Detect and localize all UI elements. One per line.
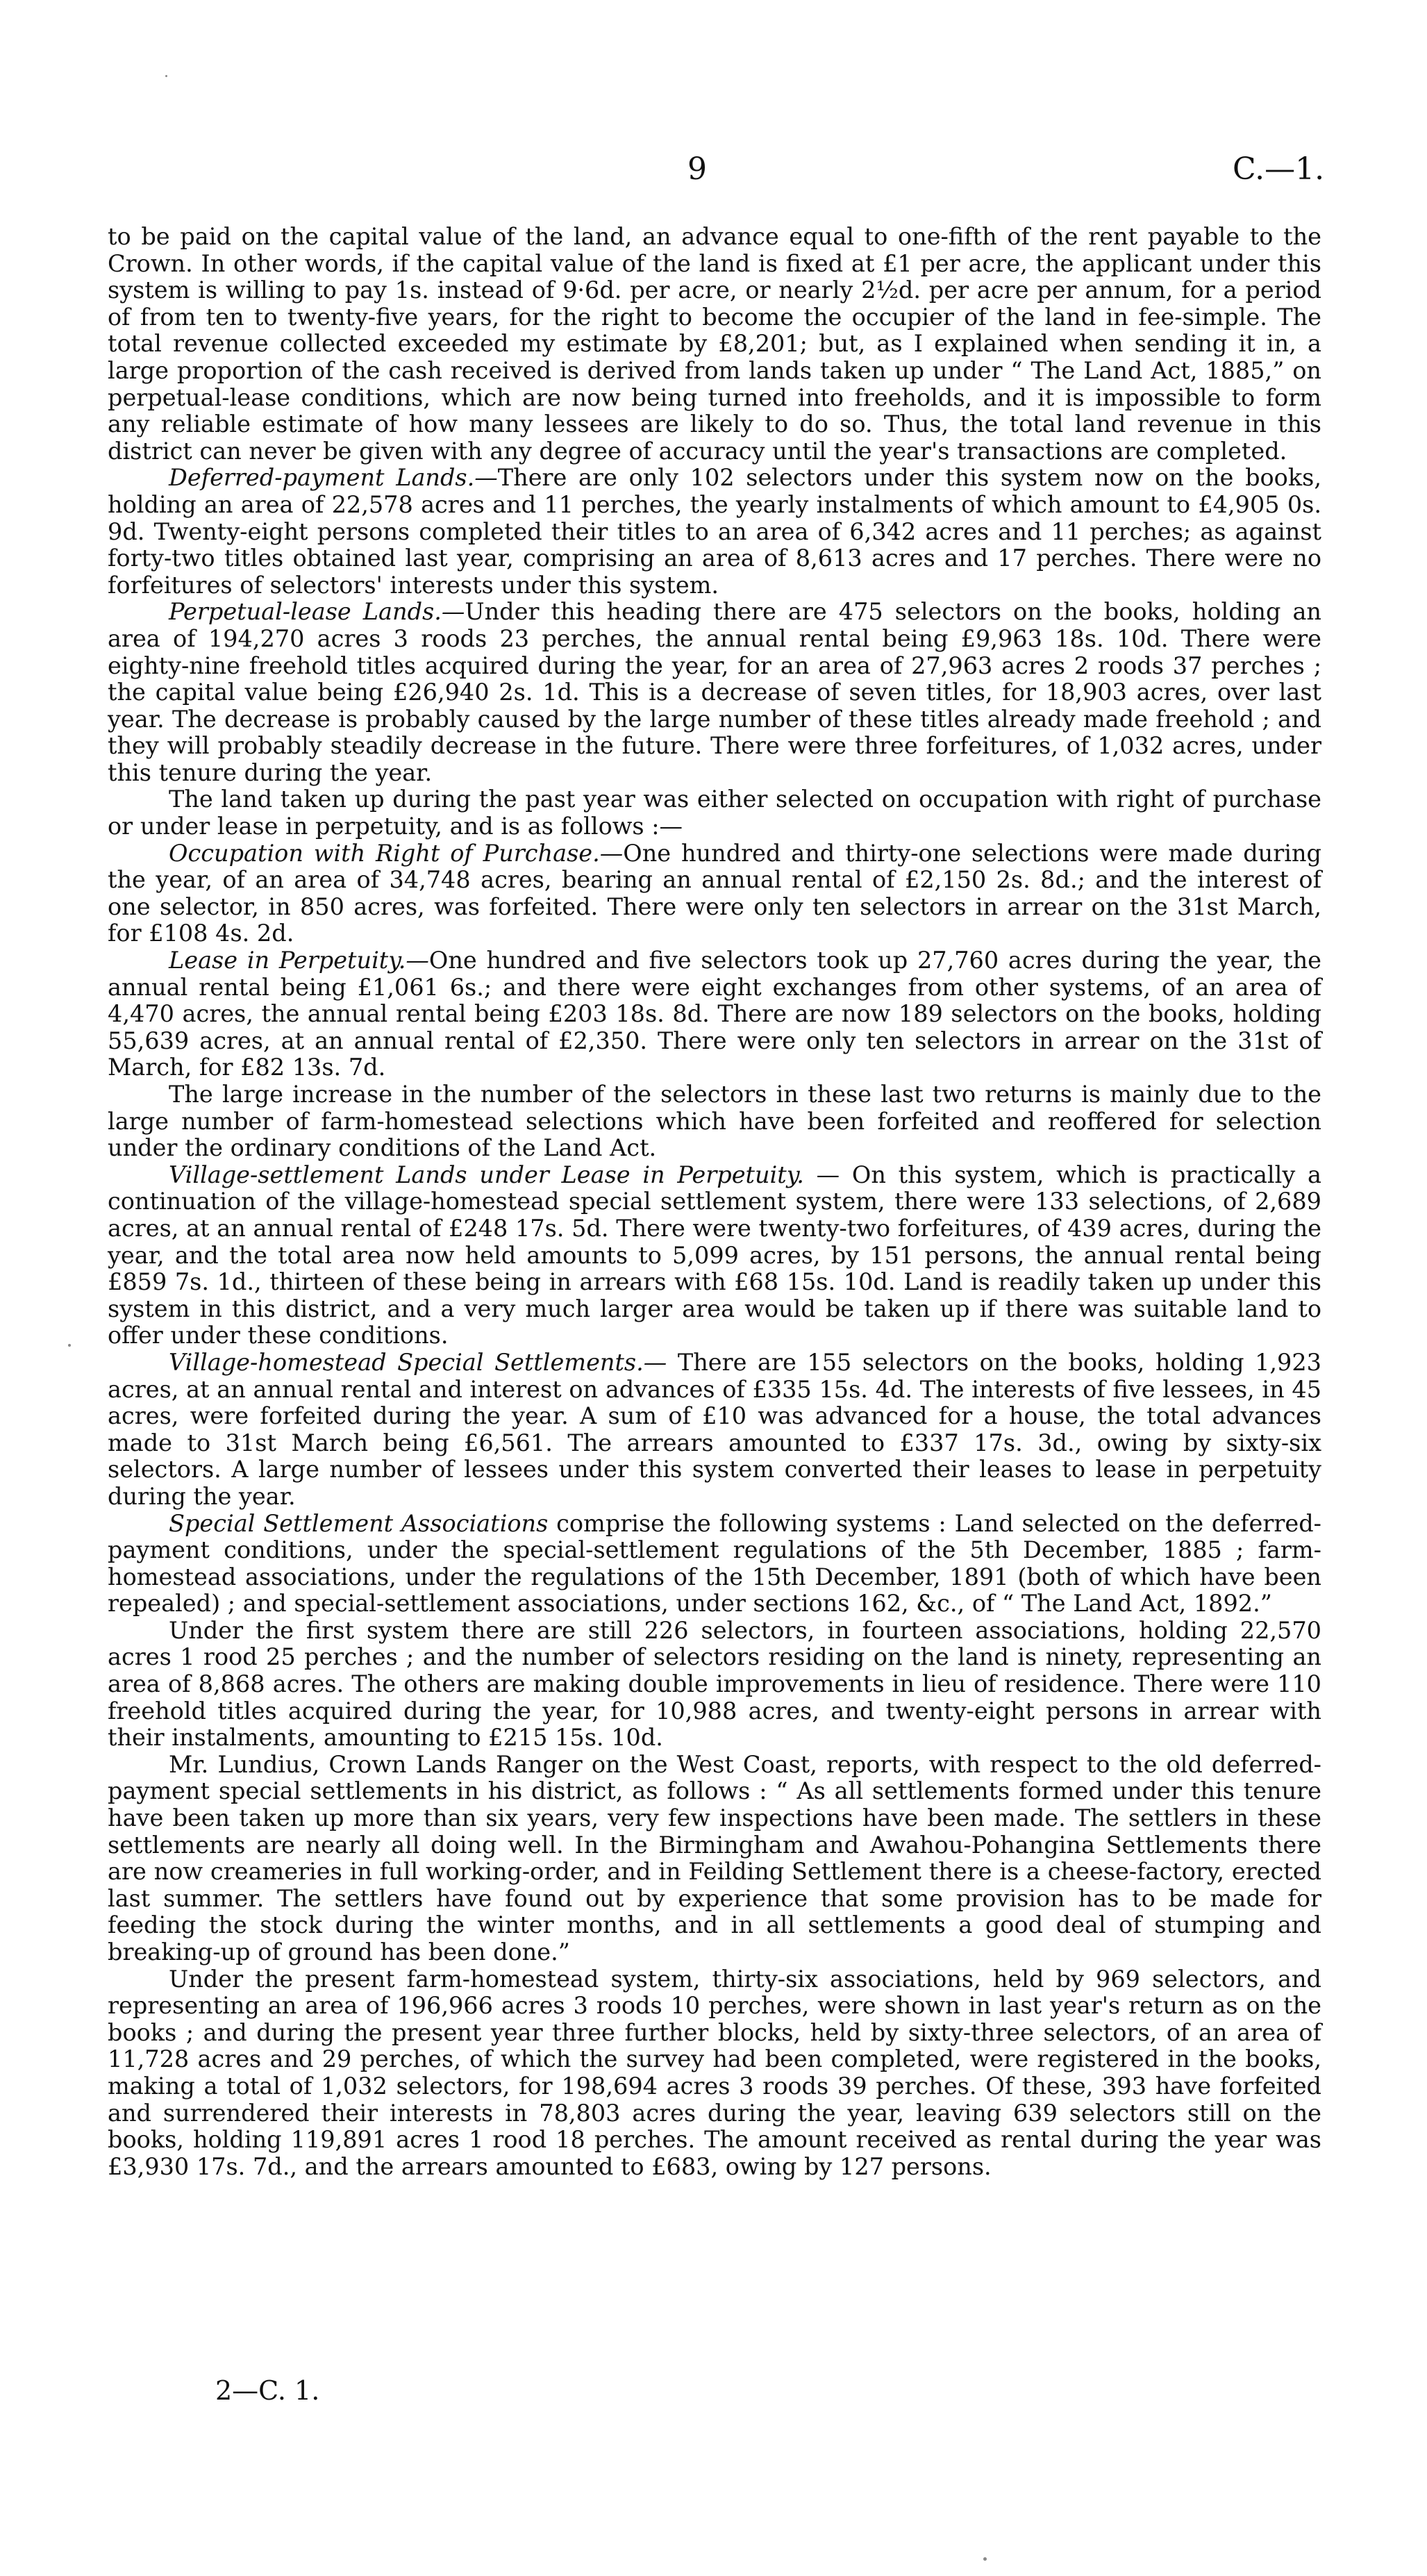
document-reference: C.—1.	[1233, 151, 1325, 187]
section-heading: Perpetual-lease Lands.—	[169, 598, 465, 626]
text-body	[108, 224, 1321, 2180]
paragraph-village-homestead: Village-homestead Special Settlements.— There are 155 selectors on the books, holding 1,923 acres, at an annual rental and interest on advances of £335 15s. 4d. The interests of five lessees, in 45 acres, were forfeited during the year. A sum of £10 was advanced for a house, the total advances made to 31st March being £6,561. The arrears amounted to £337 17s. 3d., owing by sixty-six selectors. A large number of lessees under this system converted their leases to lease in perpetuity during the year.	[108, 1348, 1321, 1510]
paragraph-deferred-payment: Deferred-payment Lands.—There are only 102 selectors under this system now on the books, holding an area of 22,578 acres and 11 perches, the yearly instalments of which amount to £4,905 0s. 9d. Twenty-eight persons completed their titles to an area of 6,342 acres and 11 perches; as against forty-two titles obtained last year, comprising an area of 8,613 acres and 17 perches. There were no forfeitures of selectors' interests under this system.	[108, 464, 1321, 599]
page-number: 9	[687, 151, 707, 187]
paragraph-large-increase: The large increase in the number of the selectors in these last two returns is mainly due to the large number of farm-homestead selections which have been forfeited and reoffered for selection under the ordinary conditions of the Land Act.	[108, 1081, 1321, 1162]
section-heading: Village-settlement Lands under Lease in Perpetuity.	[169, 1161, 804, 1188]
paragraph-perpetual-lease: Perpetual-lease Lands.—Under this heading there are 475 selectors on the books, holding an area of 194,270 acres 3 roods 23 perches, the annual rental being £9,963 18s. 10d. There were eighty-nine freehold titles acquired during the year, for an area of 27,963 acres 2 roods 37 perches ; the capital value being £26,940 2s. 1d. This is a decrease of seven titles, for 18,903 acres, over last year. The decrease is probably caused by the large number of these titles already made freehold ; and they will probably steadily decrease in the future. There were three forfeitures, of 1,032 acres, under this tenure during the year.	[108, 598, 1322, 786]
paragraph-lundius-report: Mr. Lundius, Crown Lands Ranger on the West Coast, reports, with respect to the old deferred-payment special settlements in his district, as follows : “ As all settlements formed under this tenure have been taken up more than six years, very few inspections have been made. The settlers in these settlements are nearly all doing well. In the Birmingham and Awahou-Pohangina Settlements there are now creameries in full working-order, and in Feilding Settlement there is a cheese-factory, erected last summer. The settlers have found out by experience that some provision has to be made for feeding the stock during the winter months, and in all settlements a good deal of stumping and breaking-up of ground has been done.”	[108, 1750, 1321, 1966]
section-heading: Village-homestead Special Settlements.—	[169, 1348, 667, 1376]
section-heading: Lease in Perpetuity.—	[169, 947, 429, 974]
paragraph-farm-homestead: Under the present farm-homestead system, thirty-six associations, held by 969 selectors, and representing an area of 196,966 acres 3 roods 10 perches, were shown in last year's return as on the books ; and during the present year three further blocks, held by sixty-three selectors, of an area of 11,728 acres and 29 perches, of which the survey had been completed, were registered in the books, making a total of 1,032 selectors, for 198,694 acres 3 roods 39 perches. Of these, 393 have forfeited and surrendered their interests in 78,803 acres during the year, leaving 639 selectors still on the books, holding 119,891 acres 1 rood 18 perches. The amount received as rental during the year was £3,930 17s. 7d., and the arrears amounted to £683, owing by 127 persons.	[108, 1965, 1321, 2180]
section-heading: Occupation with Right of Purchase.—	[169, 839, 624, 867]
section-heading: Deferred-payment Lands.—	[169, 464, 498, 492]
scan-speck	[165, 75, 167, 77]
paragraph-continuation: to be paid on the capital value of the land, an advance equal to one-fifth of the rent payable to the Crown. In other words, if the capital value of the land is fixed at £1 per acre, the applicant under this system is willing to pay 1s. instead of 9·6d. per acre, or nearly 2½d. per acre per annum, for a period of from ten to twenty-five years, for the right to become the occupier of the land in fee-simple. The total revenue collected exceeded my estimate by £8,201; but, as I explained when sending it in, a large proportion of the cash received is derived from lands taken up under “ The Land Act, 1885,” on perpetual-lease conditions, which are now being turned into freeholds, and it is impossible to form any reliable estimate of how many lessees are likely to do so. Thus, the total land revenue in this district can never be given with any degree of accuracy until the year's transactions are completed.	[108, 223, 1321, 465]
section-heading: Special Settlement Associations	[169, 1509, 549, 1537]
paragraph-special-settlement-associations: Special Settlement Associations comprise the following systems : Land selected on the deferred-payment conditions, under the special-settlement regulations of the 5th December, 1885 ; farm-homestead associations, under the regulations of the 15th December, 1891 (both of which have been repealed) ; and special-settlement associations, under sections 162, &c., of “ The Land Act, 1892.”	[108, 1509, 1321, 1618]
paragraph-first-system: Under the first system there are still 226 selectors, in fourteen associations, holding 22,570 acres 1 rood 25 perches ; and the number of selectors residing on the land is ninety, representing an area of 8,868 acres. The others are making double improvements in lieu of residence. There were 110 freehold titles acquired during the year, for 10,988 acres, and twenty-eight persons in arrear with their instalments, amounting to £215 15s. 10d.	[108, 1616, 1321, 1752]
scan-speck	[68, 1344, 71, 1347]
paragraph-lease-in-perpetuity: Lease in Perpetuity.—One hundred and five selectors took up 27,760 acres during the year, the annual rental being £1,061 6s.; and there were eight exchanges from other systems, of an area of 4,470 acres, the annual rental being £203 18s. 8d. There are now 189 selectors on the books, holding 55,639 acres, at an annual rental of £2,350. There were only ten selectors in arrear on the 31st of March, for £82 13s. 7d.	[108, 947, 1321, 1081]
footer-reference: 2—C. 1.	[215, 2375, 320, 2406]
paragraph-occupation-right-purchase: Occupation with Right of Purchase.—One hundred and thirty-one selections were made during the year, of an area of 34,748 acres, bearing an annual rental of £2,150 2s. 8d.; and the interest of one selector, in 850 acres, was forfeited. There were only ten selectors in arrear on the 31st March, for £108 4s. 2d.	[108, 839, 1321, 947]
scan-speck	[983, 2557, 987, 2561]
paragraph-land-taken-up: The land taken up during the past year was either selected on occupation with right of purchase or under lease in perpetuity, and is as follows :—	[108, 786, 1321, 840]
paragraph-village-settlement: Village-settlement Lands under Lease in Perpetuity. — On this system, which is practically a continuation of the village-homestead special settlement system, there were 133 selections, of 2,689 acres, at an annual rental of £248 17s. 5d. There were twenty-two forfeitures, of 439 acres, during the year, and the total area now held amounts to 5,099 acres, by 151 persons, the annual rental being £859 7s. 1d., thirteen of these being in arrears with £68 15s. 10d. Land is readily taken up under this system in this district, and a very much larger area would be taken up if there was suitable land to offer under these conditions.	[108, 1161, 1322, 1349]
